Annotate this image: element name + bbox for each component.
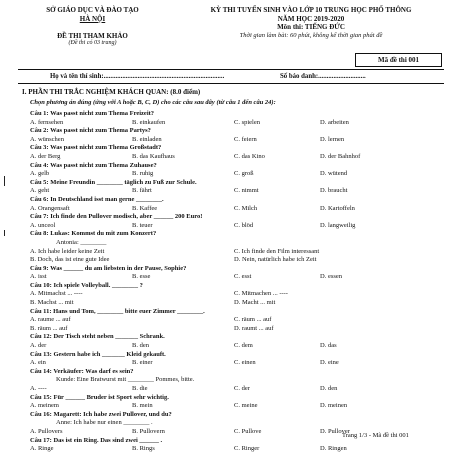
question-list: [30, 110, 440, 454]
answer-option[interactable]: D. eine: [320, 359, 339, 367]
answer-option[interactable]: A. der: [30, 342, 47, 350]
answer-option[interactable]: D. Nein, natürlich habe ich Zeit: [234, 256, 317, 264]
question-row: [30, 368, 440, 377]
answer-option[interactable]: B. den: [132, 342, 149, 350]
paper-type: ĐỀ THI THAM KHẢO: [57, 31, 128, 40]
options-row: [30, 136, 440, 145]
question-row: [30, 144, 440, 153]
question-text: Câu 14: Verkäufer: Was darf es sein?: [30, 367, 134, 375]
answer-option[interactable]: D. langweilig: [320, 221, 356, 229]
question-text: Câu 5: Meine Freundin ________ täglich zu Fuß zur Schule.: [30, 178, 197, 186]
answer-option[interactable]: C. blöd: [234, 221, 254, 229]
exam-title: KỲ THI TUYỂN SINH VÀO LỚP 10 TRUNG HỌC PHỔ THÔNG: [210, 6, 412, 14]
question-text: Câu 2: Was passt nicht zum Thema Partys?: [30, 127, 151, 135]
answer-option[interactable]: A. fernsehen: [30, 118, 64, 126]
answer-option[interactable]: B. Machst ... mit: [30, 299, 74, 307]
section-title: I. PHẦN THI TRẮC NGHIỆM KHÁCH QUAN: (8.0 điểm): [22, 88, 201, 96]
header-left: [20, 6, 165, 48]
options-row: [30, 153, 440, 162]
ministry-name: SỞ GIÁO DỤC VÀ ĐÀO TẠO: [46, 6, 139, 14]
answer-option[interactable]: C. einen: [234, 359, 256, 367]
answer-option[interactable]: C. spielen: [234, 118, 260, 126]
question-subline-text: Antonia: ________: [56, 238, 107, 246]
question-text: Câu 15: Für ______ Bruder ist Sport sehr wichtig.: [30, 393, 169, 401]
answer-option[interactable]: D. Kartoffeln: [320, 204, 355, 212]
answer-option[interactable]: A. wünschen: [30, 135, 64, 143]
options-row: [30, 170, 440, 179]
answer-option[interactable]: B. räum ... auf: [30, 324, 68, 332]
answer-option[interactable]: A. Pullovers: [30, 427, 63, 435]
section-instruction: Chọn phương án đúng (ứng với A hoặc B, C, D) cho các câu sau đây (từ câu 1 đến câu 24):: [30, 99, 276, 106]
answer-option[interactable]: A. isst: [30, 273, 47, 281]
question-row: [30, 265, 440, 274]
answer-option[interactable]: A. ein: [30, 359, 46, 367]
answer-option[interactable]: D. Ringen: [320, 445, 347, 453]
question-row: [30, 282, 440, 291]
answer-option[interactable]: C. Milch: [234, 204, 258, 212]
options-row: [30, 222, 440, 231]
answer-option[interactable]: A. geht: [30, 187, 50, 195]
answer-option[interactable]: B. teuer: [132, 221, 153, 229]
question-text: Câu 12: Der Tisch steht neben _______ Schrank.: [30, 333, 165, 341]
answer-option[interactable]: C. nimmt: [234, 187, 259, 195]
answer-option[interactable]: A. ----: [30, 385, 47, 392]
question-row: [30, 230, 440, 239]
header-right: [175, 6, 447, 40]
options-row: [30, 256, 440, 265]
question-row: [30, 394, 440, 403]
divider-top: [18, 69, 444, 70]
question-subline: [30, 419, 440, 428]
answer-option[interactable]: A. unceol: [30, 221, 56, 229]
question-row: [30, 411, 440, 420]
options-row: [30, 205, 440, 214]
margin-mark: [4, 230, 5, 236]
answer-option[interactable]: C. der: [234, 385, 250, 392]
options-row: [30, 385, 440, 394]
answer-option[interactable]: D. lernen: [320, 135, 345, 143]
answer-option[interactable]: D. essen: [320, 273, 343, 281]
answer-option[interactable]: A. Orangensaft: [30, 204, 70, 212]
answer-option[interactable]: A. gelb: [30, 170, 50, 178]
question-text: Câu 7: Ich finde den Pullover modisch, aber ______ 200 Euro!: [30, 213, 203, 221]
answer-option[interactable]: C. Ich finde den Film interessant: [234, 247, 320, 255]
options-row: [30, 290, 440, 299]
answer-option[interactable]: C. Mitmachen ... ----: [234, 290, 288, 298]
candidate-row: [50, 73, 366, 80]
page-footer: Trang 1/3 - Mã đề thi 001: [342, 432, 409, 439]
question-subline-text: Anne: Ich habe nur einen ________ .: [56, 419, 153, 427]
options-row: [30, 325, 440, 334]
answer-option[interactable]: C. Pullove: [234, 427, 262, 435]
answer-option[interactable]: B. einkaufen: [132, 118, 166, 126]
answer-option[interactable]: B. einer: [132, 359, 153, 367]
answer-option[interactable]: B. Pullovern: [132, 427, 165, 435]
answer-option[interactable]: A. raume ... auf: [30, 316, 71, 324]
options-row: [30, 316, 440, 325]
question-subline-text: Kunde: Eine Bratwurst mit ________ Pommes, bitte.: [56, 376, 195, 384]
answer-option[interactable]: C. meine: [234, 402, 258, 410]
answer-option[interactable]: D. wütend: [320, 170, 348, 178]
answer-option[interactable]: D. Macht ... mit: [234, 299, 276, 307]
answer-option[interactable]: B. Rings: [132, 445, 155, 453]
question-text: Câu 9: Was ______ du am liebsten in der Pause, Sophie?: [30, 264, 187, 272]
question-row: [30, 213, 440, 222]
answer-option[interactable]: C. esst: [234, 273, 252, 281]
answer-option[interactable]: A. Mitmachst ... ----: [30, 290, 83, 298]
answer-option[interactable]: A. Ich habe leider keine Zeit: [30, 247, 105, 255]
candidate-number-label: Số báo danh:............................: [280, 73, 366, 80]
question-text: Câu 1: Was passt nicht zum Thema Freizeit?: [30, 110, 155, 117]
question-text: Câu 10: Ich spiele Volleyball. ________ ?: [30, 281, 143, 289]
pages-note: (Đề thi có 03 trang): [68, 40, 117, 46]
answer-option[interactable]: B. das Kaufhaus: [132, 152, 175, 160]
margin-mark: [4, 176, 5, 186]
answer-option[interactable]: B. die: [132, 385, 148, 392]
subject: Môn thi: TIẾNG ĐỨC: [277, 23, 345, 31]
answer-option[interactable]: C. räum ... auf: [234, 316, 272, 324]
question-text: Câu 17: Das ist ein Ring. Das sind zwei ______ .: [30, 436, 163, 444]
question-row: [30, 308, 440, 317]
answer-option[interactable]: B. fährt: [132, 187, 152, 195]
city-name: HÀ NỘI: [79, 14, 106, 23]
answer-option[interactable]: D. meinen: [320, 402, 348, 410]
answer-option[interactable]: A. Ringe: [30, 445, 54, 453]
answer-option[interactable]: D. braucht: [320, 187, 348, 195]
answer-option[interactable]: A. meinem: [30, 402, 59, 410]
answer-option[interactable]: B. mein: [132, 402, 153, 410]
question-row: [30, 351, 440, 360]
question-subline: [30, 376, 440, 385]
question-row: [30, 127, 440, 136]
answer-option[interactable]: D. der Bahnhof: [320, 152, 361, 160]
options-row: [30, 248, 440, 257]
divider-bottom: [18, 83, 444, 84]
options-row: [30, 445, 440, 454]
answer-option[interactable]: C. groß: [234, 170, 254, 178]
question-text: Câu 3: Was passt nicht zum Thema Großstadt?: [30, 144, 162, 152]
options-row: [30, 402, 440, 411]
question-text: Câu 16: Magarett: Ich habe zwei Pullover, und du?: [30, 410, 172, 418]
question-text: Câu 6: In Deutschland isst man gerne ________.: [30, 195, 164, 203]
answer-option[interactable]: D. Pullover: [320, 427, 350, 435]
question-subline: [30, 239, 440, 248]
answer-option[interactable]: D. raumt ... auf: [234, 324, 274, 332]
exam-code-box: Mã đề thi 001: [355, 53, 442, 67]
answer-option[interactable]: D. das: [320, 342, 337, 350]
question-text: Câu 11: Hans und Tom, ________ bitte euer Zimmer ________.: [30, 307, 205, 315]
answer-option[interactable]: D. den: [320, 385, 338, 392]
question-row: [30, 179, 440, 188]
answer-option[interactable]: B. ruhig: [132, 170, 154, 178]
candidate-name-label: Họ và tên thí sinh:.......................................................................: [50, 73, 225, 80]
question-row: [30, 196, 440, 205]
options-row: [30, 119, 440, 128]
options-row: [30, 273, 440, 282]
question-text: Câu 8: Lukas: Kommst du mit zum Konzert?: [30, 230, 157, 238]
answer-option[interactable]: C. feiern: [234, 135, 257, 143]
school-year: NĂM HỌC 2019-2020: [277, 14, 345, 23]
options-row: [30, 299, 440, 308]
question-row: [30, 162, 440, 171]
answer-option[interactable]: C. dem: [234, 342, 253, 350]
question-text: Câu 4: Was passt nicht zum Thema Zuhause?: [30, 161, 157, 169]
answer-option[interactable]: B. Doch, das ist eine gute Idee: [30, 256, 110, 264]
options-row: [30, 359, 440, 368]
answer-option[interactable]: D. arbeiten: [320, 118, 349, 126]
answer-option[interactable]: A. der Berg: [30, 152, 61, 160]
duration: Thời gian làm bài: 60 phút, không kể thời gian phát đề: [239, 31, 383, 39]
question-row: [30, 110, 440, 119]
answer-option[interactable]: C. das Kino: [234, 152, 265, 160]
answer-option[interactable]: B. einladen: [132, 135, 162, 143]
answer-option[interactable]: B. Kaffee: [132, 204, 158, 212]
answer-option[interactable]: C. Ringer: [234, 445, 260, 453]
options-row: [30, 342, 440, 351]
question-text: Câu 13: Gestern habe ich _______ Kleid gekauft.: [30, 350, 166, 358]
answer-option[interactable]: B. esse: [132, 273, 151, 281]
question-row: [30, 333, 440, 342]
options-row: [30, 187, 440, 196]
